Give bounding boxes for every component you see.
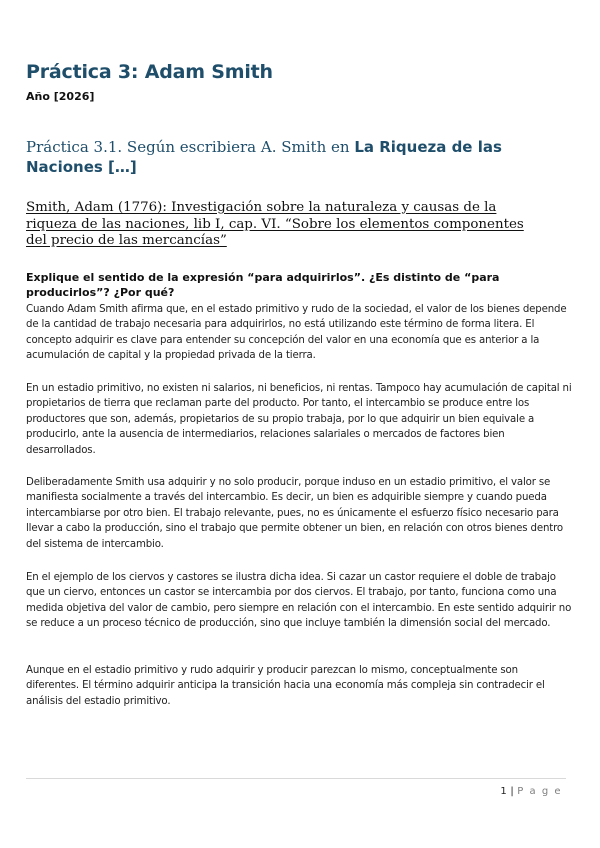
bibliographic-reference: Smith, Adam (1776): Investigación sobre la naturaleza y causas de la riqueza de las naciones, lib I, cap. VI. “Sobre los elementos componentes del precio de las mercancías” [26, 200, 524, 248]
exercise-question: Explique el sentido de la expresión “para adquirirlos”. ¿Es distinto de “para producirlos”? ¿Por qué? [26, 271, 500, 299]
answer-paragraph: Aunque en el estadio primitivo y rudo adquirir y producir parezcan lo mismo, conceptualmente son diferentes. El término adquirir anticipa la transición hacia una economía más compleja sin contradecir el análisis del estadio primitivo. [26, 665, 545, 707]
answer-paragraph: Cuando Adam Smith afirma que, en el estado primitivo y rudo de la sociedad, el valor de los bienes depende de la cantidad de trabajo necesaria para adquirirlos, no está utilizando este término de forma litera. El concepto adquirir es clave para entender su concepción del valor en una economía que es anterior a la acumulación de capital y la propiedad privada de la tierra. [26, 304, 567, 362]
page-footer [500, 786, 562, 797]
section-subtitle [26, 137, 546, 177]
footer-divider [26, 778, 566, 779]
subtitle-book-title: La Riqueza de las Naciones […] [26, 138, 502, 176]
answer-paragraph: En el ejemplo de los ciervos y castores se ilustra dicha idea. Si cazar un castor requiere el doble de trabajo que un ciervo, entonces un castor se intercambia por dos ciervos. El trabajo, por tanto, funciona como una medida objetiva del valor de cambio, pero siempre en relación con el intercambio. En este sentido adquirir no se reduce a un proceso técnico de producción, sino que incluye también la dimensión social del mercado. [26, 572, 572, 630]
footer-separator: | [510, 786, 514, 797]
page-number: 1 [500, 786, 507, 797]
subtitle-text: Práctica 3.1. Según escribiera A. Smith en [26, 138, 355, 156]
answer-paragraph: En un estadio primitivo, no existen ni salarios, ni beneficios, ni rentas. Tampoco hay acumulación de capital ni propietarios de tierra que reclaman parte del producto. Por tanto, el intercambio se produce entre los productores que son, además, propietarios de su propio trabaja, por lo que adquirir un bien equivale a producirlo, ante la ausencia de intermediarios, relaciones salariales o mercados de factores bien desarrollados. [26, 383, 572, 456]
document-title: Práctica 3: Adam Smith [26, 61, 273, 83]
document-year: Año [2026] [26, 90, 95, 103]
page-label: P a g e [517, 786, 562, 797]
answer-paragraph: Deliberadamente Smith usa adquirir y no solo producir, porque induso en un estadio primitivo, el valor se manifiesta socialmente a través del intercambio. Es decir, un bien es adquirible siempre y cuando pueda intercambiarse por otro bien. El trabajo relevante, pues, no es únicamente el esfuerzo físico necesario para llevar a cabo la producción, sino el trabajo que permite obtener un bien, en relación con otros bienes dentro del sistema de intercambio. [26, 477, 564, 550]
